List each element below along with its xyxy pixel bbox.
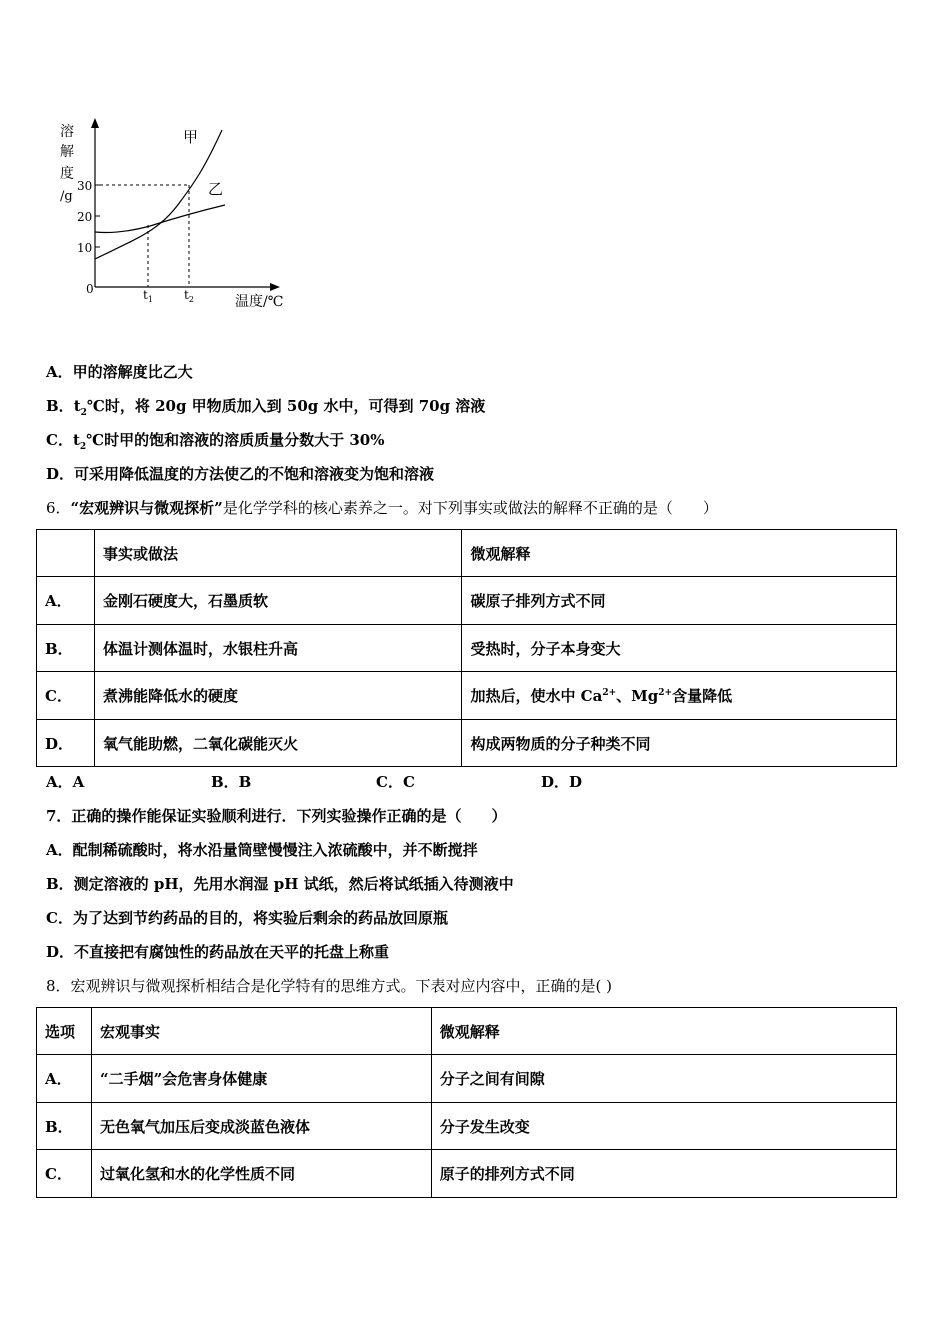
q6-answer-d[interactable]: D．D <box>541 773 583 791</box>
row-label: B． <box>37 625 95 672</box>
ylabel-char-2: 解 <box>60 144 74 160</box>
q8-table <box>36 1007 897 1198</box>
explain-cell: 构成两物质的分子种类不同 <box>462 720 897 767</box>
q7-option-a[interactable]: A．配制稀硫酸时，将水沿量筒壁慢慢注入浓硫酸中，并不断搅拌 <box>46 841 478 859</box>
row-label: A． <box>37 1055 92 1103</box>
solubility-graph <box>55 112 305 317</box>
q6-table <box>36 529 897 767</box>
header-cell: 事实或做法 <box>94 530 462 577</box>
q6-answer-a[interactable]: A．A <box>46 773 85 791</box>
fact-cell: “二手烟”会危害身体健康 <box>91 1055 431 1103</box>
q8-stem: 8．宏观辨识与微观探析相结合是化学特有的思维方式。下表对应内容中，正确的是( ) <box>46 977 613 995</box>
curve-jia-label: 甲 <box>183 128 199 146</box>
row-label: B． <box>37 1103 92 1150</box>
table-row <box>37 1150 897 1198</box>
explain-cell: 受热时，分子本身变大 <box>462 625 897 672</box>
ylabel-char-3: 度 <box>60 166 74 182</box>
header-cell <box>37 530 95 577</box>
table-row <box>37 625 897 672</box>
header-cell: 微观解释 <box>431 1008 896 1055</box>
table-header-row <box>37 1008 897 1055</box>
explain-cell: 碳原子排列方式不同 <box>462 577 897 625</box>
y-axis-arrow <box>91 118 99 128</box>
q7-stem: 7．正确的操作能保证实验顺利进行．下列实验操作正确的是（ ） <box>46 807 507 825</box>
curve-jia <box>95 130 222 259</box>
q7-option-b[interactable]: B．测定溶液的 pH，先用水润湿 pH 试纸，然后将试纸插入待测液中 <box>46 875 514 893</box>
table-row <box>37 1103 897 1150</box>
q6-answer-b[interactable]: B．B <box>211 773 252 791</box>
q6-stem: 6．“宏观辨识与微观探析”是化学学科的核心素养之一。对下列事实或做法的解释不正确的是（ ） <box>46 499 718 517</box>
curve-yi <box>95 205 225 233</box>
row-label: A． <box>37 577 95 625</box>
xlabel: 温度/℃ <box>235 294 284 310</box>
xtick-t2: $t_2$ <box>184 288 194 304</box>
explain-cell: 分子之间有间隙 <box>431 1055 896 1103</box>
origin-label: 0 <box>86 282 94 296</box>
ytick-10: 10 <box>77 241 93 255</box>
ytick-20: 20 <box>77 210 93 224</box>
fact-cell: 过氧化氢和水的化学性质不同 <box>91 1150 431 1198</box>
q5-option-a[interactable]: A．甲的溶解度比乙大 <box>46 363 193 381</box>
curve-yi-label: 乙 <box>208 180 224 198</box>
row-label: C． <box>37 672 95 720</box>
x-axis-arrow <box>270 283 280 291</box>
fact-cell: 氧气能助燃，二氧化碳能灭火 <box>94 720 462 767</box>
q6-answer-c[interactable]: C．C <box>376 773 415 791</box>
table-row <box>37 577 897 625</box>
table-row <box>37 1055 897 1103</box>
q5-option-b[interactable]: B．$t_2℃$时，将 20g 甲物质加入到 50g 水中，可得到 70g 溶液 <box>46 397 486 418</box>
xtick-t1: $t_1$ <box>143 288 153 304</box>
header-cell: 宏观事实 <box>91 1008 431 1055</box>
table-header-row <box>37 530 897 577</box>
ylabel-char-1: 溶 <box>60 124 74 140</box>
row-label: D． <box>37 720 95 767</box>
explain-cell: 原子的排列方式不同 <box>431 1150 896 1198</box>
fact-cell: 煮沸能降低水的硬度 <box>94 672 462 720</box>
header-cell: 选项 <box>37 1008 92 1055</box>
explain-cell: 分子发生改变 <box>431 1103 896 1150</box>
ytick-30: 30 <box>77 179 93 193</box>
ylabel-char-4: /g <box>60 189 73 204</box>
q5-option-c[interactable]: C．$t_2℃$时甲的饱和溶液的溶质质量分数大于 30% <box>46 431 385 452</box>
row-label: C． <box>37 1150 92 1198</box>
table-row <box>37 672 897 720</box>
fact-cell: 金刚石硬度大，石墨质软 <box>94 577 462 625</box>
header-cell: 微观解释 <box>462 530 897 577</box>
table-row <box>37 720 897 767</box>
q5-option-d[interactable]: D．可采用降低温度的方法使乙的不饱和溶液变为饱和溶液 <box>46 465 435 483</box>
q7-option-c[interactable]: C．为了达到节约药品的目的，将实验后剩余的药品放回原瓶 <box>46 909 448 927</box>
fact-cell: 体温计测体温时，水银柱升高 <box>94 625 462 672</box>
q7-option-d[interactable]: D．不直接把有腐蚀性的药品放在天平的托盘上称重 <box>46 943 390 961</box>
fact-cell: 无色氧气加压后变成淡蓝色液体 <box>91 1103 431 1150</box>
explain-cell: 加热后，使水中 $Ca^{2+}$、$Mg^{2+}$含量降低 <box>462 672 897 720</box>
